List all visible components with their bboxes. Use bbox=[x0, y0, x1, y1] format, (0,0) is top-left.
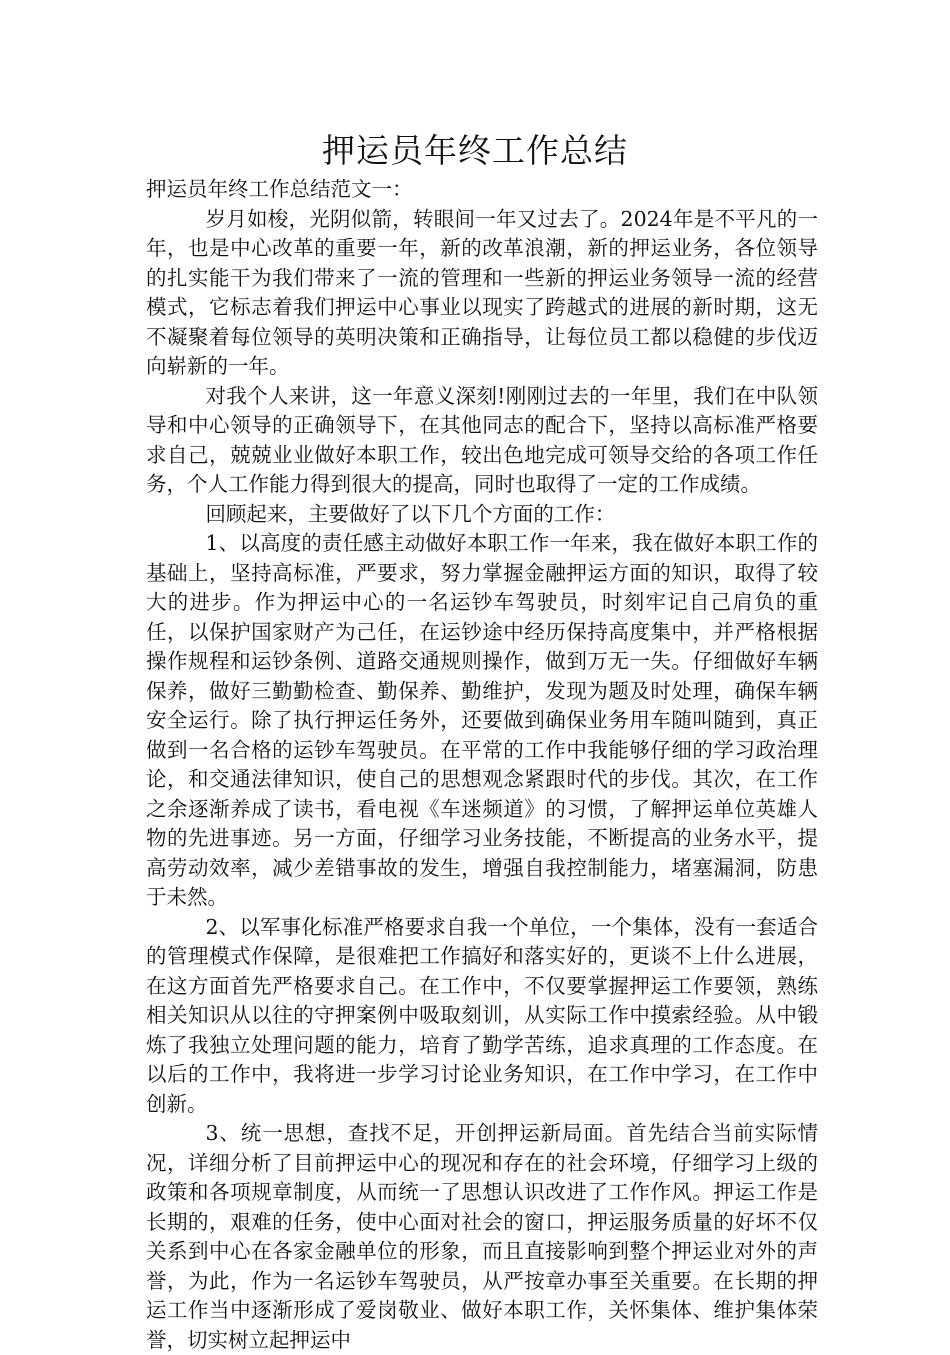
document-title: 押运员年终工作总结 bbox=[322, 131, 628, 170]
document-subtitle: 押运员年终工作总结范文一： bbox=[146, 177, 413, 201]
paragraph-item-1: 1、以高度的责任感主动做好本职工作一年来，我在做好本职工作的基础上，坚持高标准，严要求，努力掌握金融押运方面的知识，取得了较大的进步。作为押运中心的一名运钞车驾驶员，时刻牢记自己肩负的重任，以保护国家财产为己任，在运钞途中经历保持高度集中，并严格根据操作规程和运钞条例、道路交通规则操作，做到万无一失。仔细做好车辆保养，做好三勤勤检查、勤保养、勤维护，发现为题及时处理，确保车辆安全运行。除了执行押运任务外，还要做到确保业务用车随叫随到，真正做到一名合格的运钞车驾驶员。在平常的工作中我能够仔细的学习政治理论，和交通法律知识，使自己的思想观念紧跟时代的步伐。其次，在工作之余逐渐养成了读书，看电视《车迷频道》的习惯，了解押运单位英雄人物的先进事迹。另一方面，仔细学习业务技能，不断提高的业务水平，提高劳动效率，减少差错事故的发生，增强自我控制能力，堵塞漏洞，防患于未然。 bbox=[146, 531, 818, 909]
paragraph-personal: 对我个人来讲，这一年意义深刻!刚刚过去的一年里，我们在中队领导和中心领导的正确领导下，在其他同志的配合下，坚持以高标准严格要求自己，兢兢业业做好本职工作，较出色地完成可领导交给的各项工作任务，个人工作能力得到很大的提高，同时也取得了一定的工作成绩。 bbox=[146, 383, 818, 496]
paragraph-review: 回顾起来，主要做好了以下几个方面的工作： bbox=[205, 501, 616, 526]
paragraph-item-3: 3、统一思想，查找不足，开创押运新局面。首先结合当前实际情况，详细分析了目前押运中心的现况和存在的社会环境，仔细学习上级的政策和各项规章制度，从而统一了思想认识改进了工作作风。押运工作是长期的，艰难的任务，使中心面对社会的窗口，押运服务质量的好坏不仅关系到中心在各家金融单位的形象，而且直接影响到整个押运业对外的声誉，为此，作为一名运钞车驾驶员，从严按章办事至关重要。在长期的押运工作当中逐渐形成了爱岗敬业、做好本职工作，关怀集体、维护集体荣誉，切实树立起押运中 bbox=[146, 1121, 818, 1352]
paragraph-intro: 岁月如梭，光阴似箭，转眼间一年又过去了。2024年是不平凡的一年，也是中心改革的重要一年，新的改革浪潮，新的押运业务，各位领导的扎实能干为我们带来了一流的管理和一些新的押运业务领导一流的经营模式，它标志着我们押运中心事业以现实了跨越式的进展的新时期，这无不凝聚着每位领导的英明决策和正确指导，让每位员工都以稳健的步伐迈向崭新的一年。 bbox=[146, 206, 818, 378]
paragraph-item-2: 2、以军事化标准严格要求自我一个单位，一个集体，没有一套适合的管理模式作保障，是很难把工作搞好和落实好的，更谈不上什么进展，在这方面首先严格要求自己。在工作中，不仅要掌握押运工作要领，熟练相关知识从以往的守押案例中吸取刻训，从实际工作中摸索经验。从中锻炼了我独立处理问题的能力，培育了勤学苦练，追求真理的工作态度。在以后的工作中，我将进一步学习讨论业务知识，在工作中学习，在工作中创新。 bbox=[146, 914, 818, 1116]
document-body bbox=[146, 175, 818, 1355]
